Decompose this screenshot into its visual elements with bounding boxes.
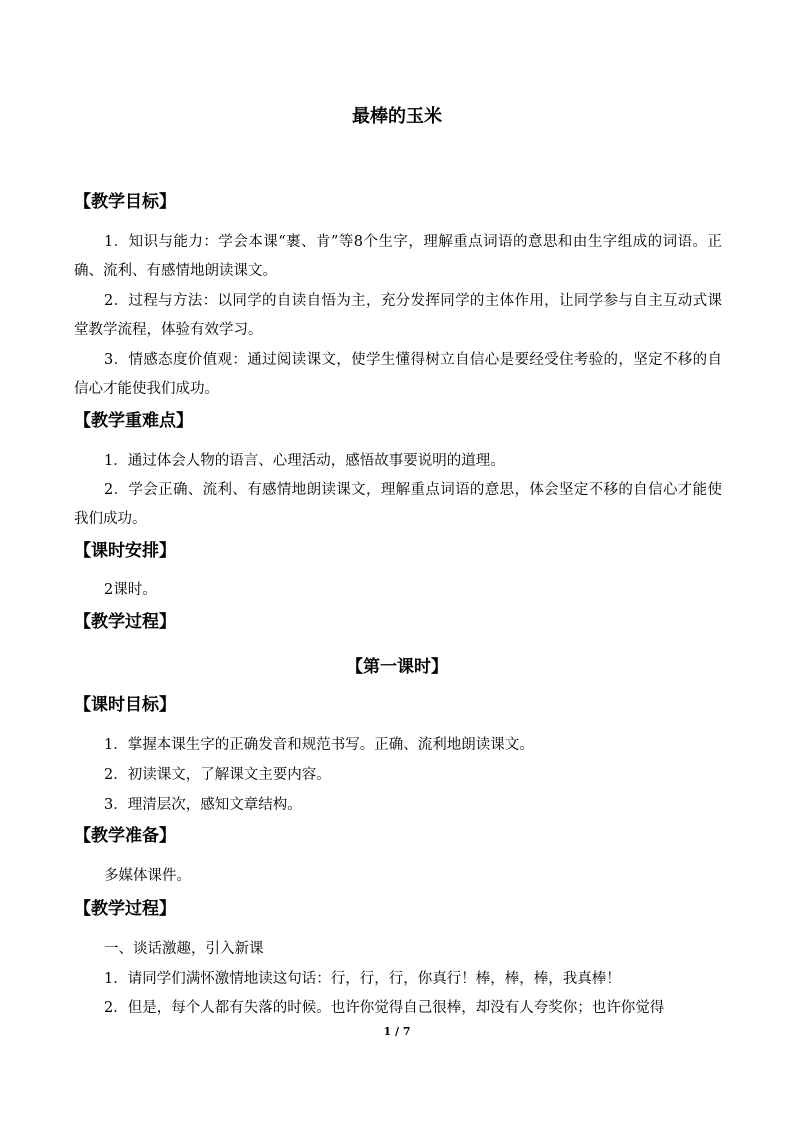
objective-paragraph: 2．过程与方法：以同学的自读自悟为主，充分发挥同学的主体作用，让同学参与自主互动式课堂教学流程，体验有效学习。: [74, 293, 722, 338]
process-paragraph: 1．请同学们满怀激情地读这句话：行，行，行，你真行！棒，棒，棒，我真棒！: [104, 971, 621, 987]
objective-paragraph: 1．知识与能力：学会本课“裹、肯”等8个生字，理解重点词语的意思和由生字组成的词语。正确、流利、有感情地朗读课文。: [74, 234, 722, 279]
section-heading-process-detail: 【教学过程】: [74, 899, 176, 919]
objective-paragraph: 3．情感态度价值观：通过阅读课文，使学生懂得树立自信心是要经受住考验的，坚定不移的自信心才能使我们成功。: [74, 352, 722, 397]
section-heading-lesson-goals: 【课时目标】: [74, 695, 176, 715]
process-paragraph: 一、谈话激趣，引入新课: [104, 941, 264, 957]
process-paragraph: 2．但是，每个人都有失落的时候。也许你觉得自己很棒，却没有人夸奖你；也许你觉得: [104, 1000, 665, 1016]
lesson-goal-paragraph: 1．掌握本课生字的正确发音和规范书写。正确、流利地朗读课文。: [104, 737, 534, 753]
lesson-goal-paragraph: 3．理清层次，感知文章结构。: [104, 797, 302, 813]
section-heading-key-points: 【教学重难点】: [74, 411, 193, 431]
key-point-paragraph: 2．学会正确、流利、有感情地朗读课文，理解重点词语的意思，体会坚定不移的自信心才能使我们成功。: [74, 482, 722, 527]
lesson-goal-paragraph: 2．初读课文，了解课文主要内容。: [104, 767, 331, 783]
section-heading-process: 【教学过程】: [74, 612, 176, 632]
page-indicator: 1 / 7: [383, 1025, 411, 1038]
section-heading-preparation: 【教学准备】: [74, 826, 176, 846]
preparation-paragraph: 多媒体课件。: [104, 868, 191, 884]
lesson-one-heading: 【第一课时】: [346, 657, 448, 677]
schedule-paragraph: 2课时。: [104, 582, 157, 598]
key-point-paragraph: 1．通过体会人物的语言、心理活动，感悟故事要说明的道理。: [104, 453, 505, 469]
document-title: 最棒的玉米: [352, 106, 442, 127]
section-heading-objectives: 【教学目标】: [74, 192, 176, 212]
section-heading-schedule: 【课时安排】: [74, 541, 176, 561]
